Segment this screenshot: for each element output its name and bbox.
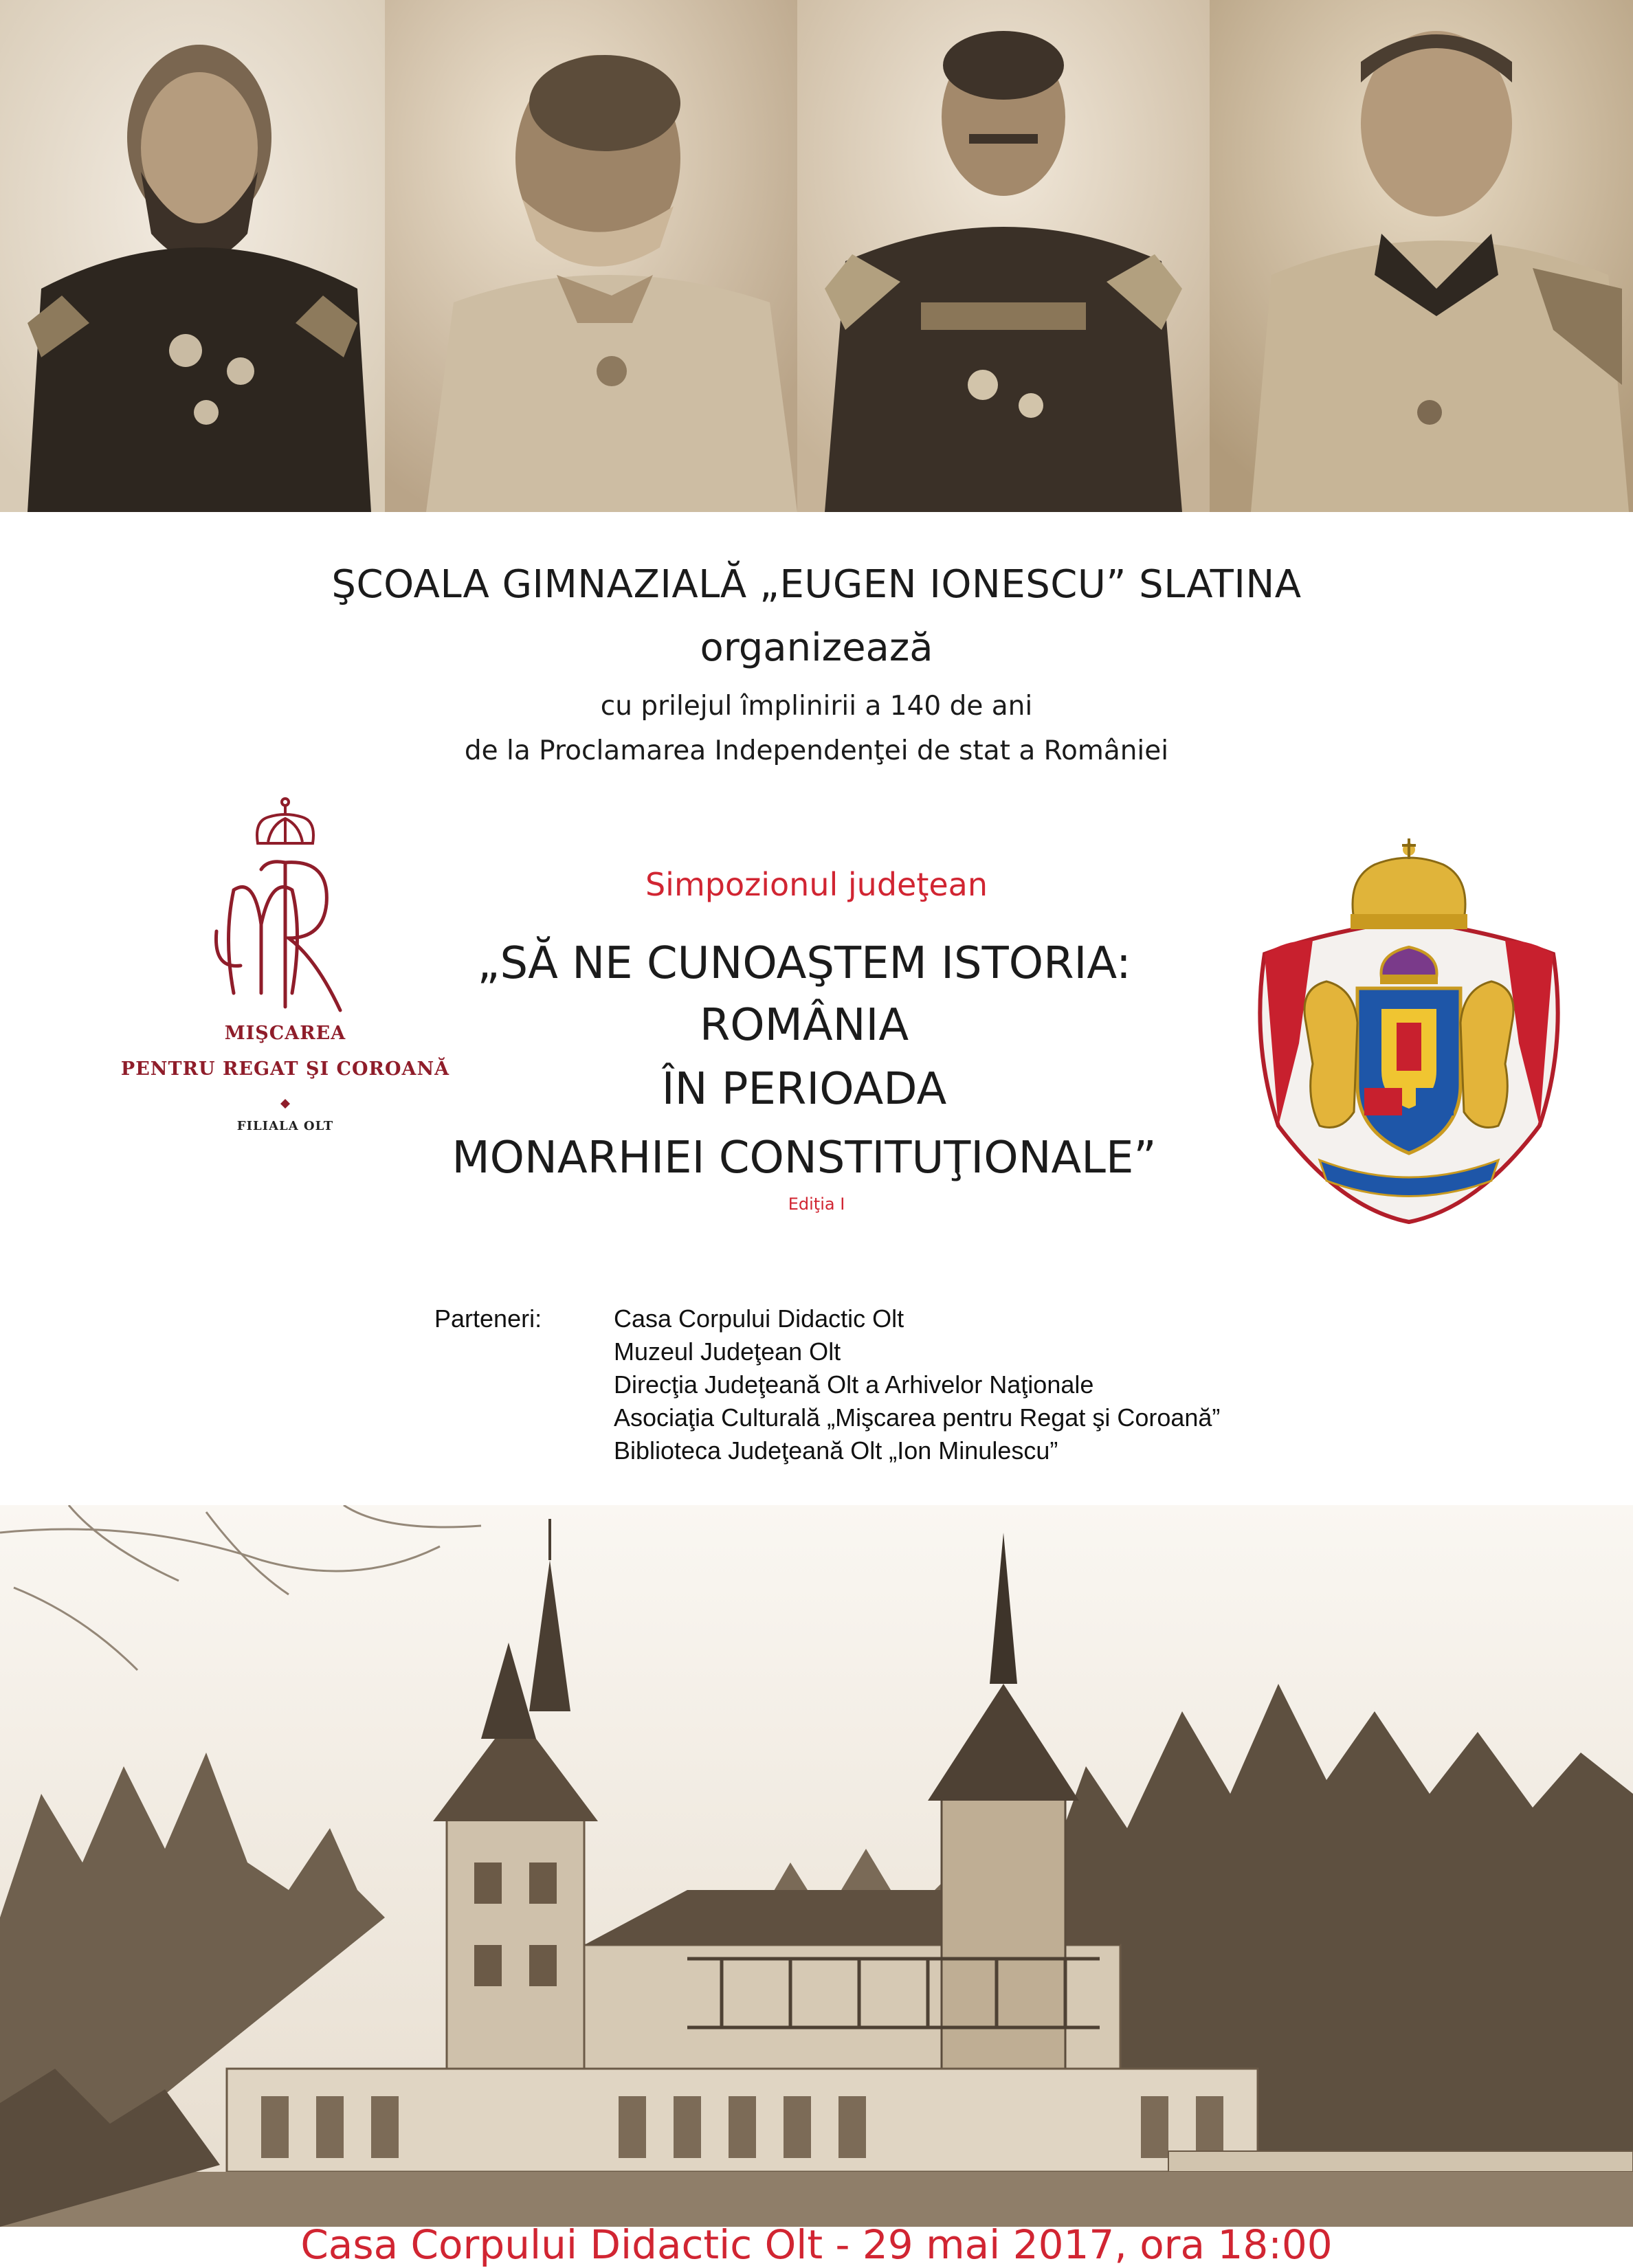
partner-item: Biblioteca Judeţeană Olt „Ion Minulescu” (614, 1436, 1058, 1465)
romanian-royal-coat-of-arms-icon (1237, 837, 1581, 1229)
portrait-king-carol-ii (797, 0, 1210, 512)
diamond-ornament-icon (280, 1098, 290, 1108)
school-name: ŞCOALA GIMNAZIALĂ „EUGEN IONESCU” SLATINA (331, 562, 1302, 607)
partner-item: Muzeul Judeţean Olt (614, 1337, 841, 1366)
mrc-name-line-1: MIŞCAREA (224, 1023, 346, 1044)
edition-label: Ediţia I (788, 1194, 845, 1214)
partner-item: Asociaţia Culturală „Mişcarea pentru Regat şi Coroană” (614, 1403, 1221, 1432)
occasion-line-1: cu prilejul împlinirii a 140 de ani (600, 691, 1033, 722)
portrait-king-ferdinand (385, 0, 797, 512)
mrc-name-line-2: PENTRU REGAT ŞI COROANĂ (120, 1058, 450, 1080)
occasion-line-2: de la Proclamarea Independenţei de stat a României (464, 735, 1169, 766)
partners-label: Parteneri: (434, 1304, 542, 1333)
royal-portraits-strip (0, 0, 1633, 512)
symposium-title-line-1: „SĂ NE CUNOAŞTEM ISTORIA: (477, 938, 1131, 989)
portrait-king-michael-i (1210, 0, 1633, 512)
symposium-title-line-2: ROMÂNIA (699, 1000, 909, 1051)
organizes-text: organizează (700, 625, 933, 670)
symposium-title-line-3: ÎN PERIOADA (661, 1064, 947, 1115)
partner-item: Casa Corpului Didactic Olt (614, 1304, 904, 1333)
portrait-king-carol-i (0, 0, 385, 512)
symposium-title-line-4: MONARHIEI CONSTITUŢIONALE” (452, 1133, 1157, 1183)
event-location-date: Casa Corpului Didactic Olt - 29 mai 2017, ora 18:00 (300, 2221, 1333, 2268)
symposium-label: Simpozionul judeţean (645, 866, 988, 903)
partner-item: Direcţia Judeţeană Olt a Arhivelor Naţionale (614, 1370, 1094, 1399)
peles-castle-photo (0, 1505, 1633, 2227)
mrc-branch: FILIALA OLT (236, 1119, 334, 1133)
